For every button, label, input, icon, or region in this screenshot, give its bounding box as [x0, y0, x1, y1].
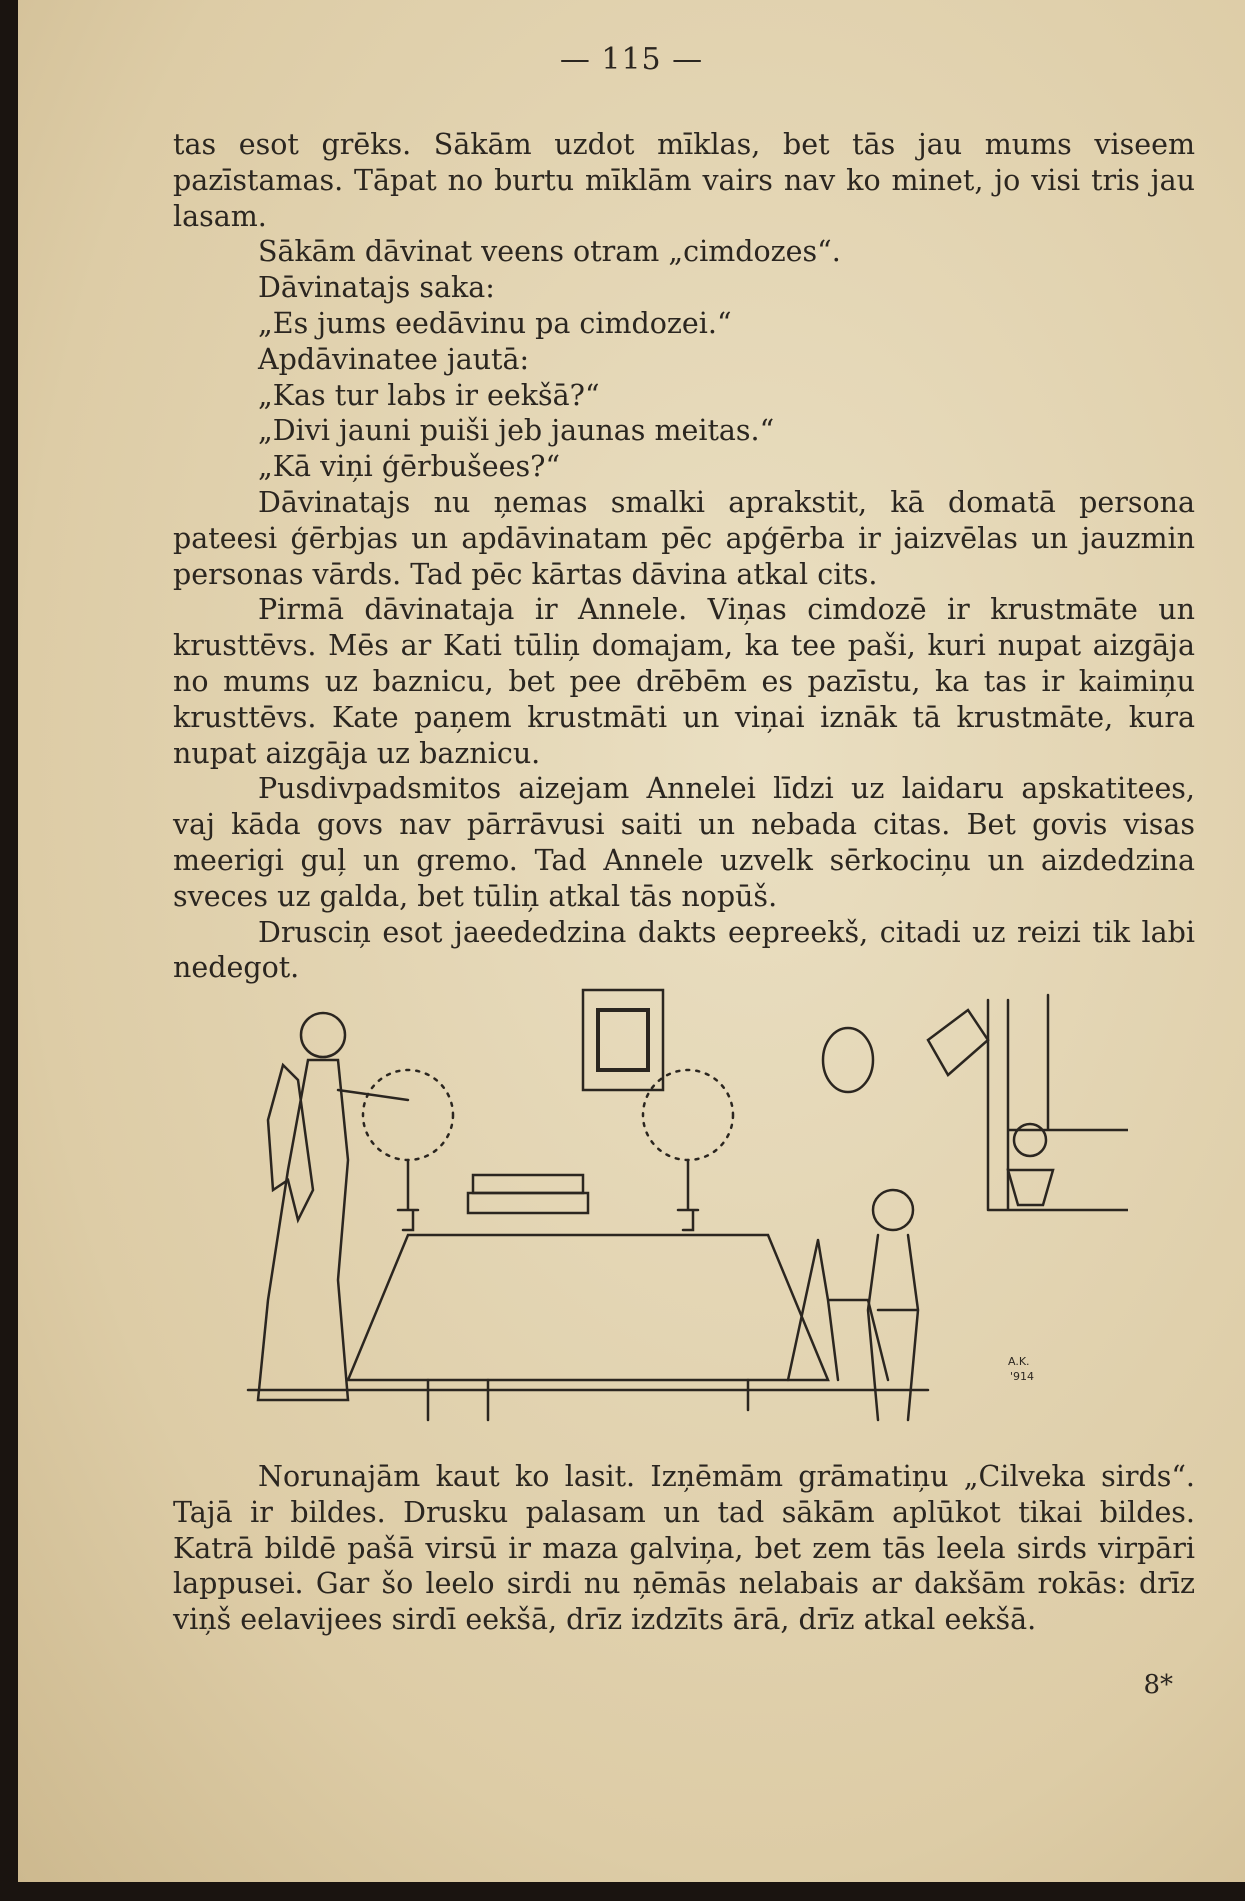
paragraph: Drusciņ esot jaeededzina dakts eepreekš, citadi uz reizi tik labi nedegot. — [173, 915, 1195, 985]
wall-mirror — [823, 1028, 873, 1092]
paragraph: Norunajām kaut ko lasit. Izņēmām grāmatiņu „Cilveka sirds“. Tajā ir bildes. Drusku palasam un tad sākām aplūkot tikai bildes. Katrā bildē pašā virsū ir maza galviņa, bet zem tās leela sirds virpāri lappusei. Gar šo leelo sirdi nu ņēmās nelabais ar dakšām rokās: drīz viņš eelavijees sirdī eekšā, drīz izdzīts ārā, drīz atkal eekšā. — [173, 1460, 1195, 1637]
illustration-signature-2: '914 — [1010, 1370, 1035, 1383]
page-number: — 115 — — [559, 42, 704, 77]
towel-drawing — [268, 1065, 313, 1220]
paragraph: „Kas tur labs ir eekšā?“ — [258, 378, 600, 412]
paragraph: tas esot grēks. Sākām uzdot mīklas, bet tās jau mums viseem pazīstamas. Tāpat no burtu mīklām vairs nav ko minet, jo visi tris jau lasam. — [173, 128, 1195, 233]
book-stack-lower — [468, 1193, 588, 1213]
illustration-candles-table — [228, 980, 1128, 1450]
paragraph: „Es jums eedāvinu pa cimdozei.“ — [258, 306, 732, 340]
bottom-text-block — [173, 1459, 1195, 1638]
paragraph: Dāvinatajs nu ņemas smalki aprakstit, kā domatā persona pateesi ģērbjas un apdāvinatam pēc apģērba ir jaizvēlas un jauzmin personas vārds. Tad pēc kārtas dāvina atkal cits. — [173, 485, 1195, 591]
paragraph: „Divi jauni puiši jeb jaunas meitas.“ — [258, 414, 775, 448]
paragraph: Dāvinatajs saka: — [258, 271, 495, 305]
picture-frame — [583, 990, 663, 1090]
book-page — [18, 0, 1245, 1882]
picture-inner — [598, 1010, 648, 1070]
candle-glow-right — [643, 1070, 733, 1160]
candle-left — [398, 1160, 418, 1230]
boy-head — [873, 1190, 913, 1230]
paragraph: Apdāvinatee jautā: — [258, 342, 530, 376]
illustration-drawing — [228, 980, 1128, 1450]
top-text-block — [173, 127, 1195, 986]
paragraph: „Kā viņi ģērbušees?“ — [258, 450, 561, 484]
paragraph: Pusdivpadsmitos aizejam Annelei līdzi uz laidaru apskatitees, vaj kāda govs nav pārrāvusi saiti un nebada citas. Bet govis visas meerigi guļ un gremo. Tad Annele uzvelk sērkociņu un aizdedzina sveces uz galda, bet tūliņ atkal tās nopūš. — [173, 772, 1195, 913]
signature-mark: 8* — [1143, 1670, 1173, 1700]
book-stack — [473, 1175, 583, 1193]
flower-pot — [1008, 1170, 1053, 1205]
candle-glow-left — [363, 1070, 453, 1160]
candle-right — [678, 1160, 698, 1230]
illustration-signature-1: A.K. — [1008, 1355, 1030, 1368]
woman-head — [301, 1013, 345, 1057]
paragraph: Pirmā dāvinataja ir Annele. Viņas cimdozē ir krustmāte un krusttēvs. Mēs ar Kati tūliņ domajam, ka tee paši, kuri nupat aizgāja no mums uz baznicu, bet pee drēbēm es pazīstu, ka tas ir kaimiņu krusttēvs. Kate paņem krustmāti un viņai iznāk tā krustmāte, kura nupat aizgāja uz baznicu. — [173, 593, 1195, 770]
wall-calendar — [928, 1010, 988, 1075]
paragraph: Sākām dāvinat veens otram „cimdozes“. — [258, 235, 841, 269]
table-legs — [428, 1380, 748, 1420]
table-top — [348, 1235, 828, 1380]
woman-arm — [338, 1090, 408, 1100]
